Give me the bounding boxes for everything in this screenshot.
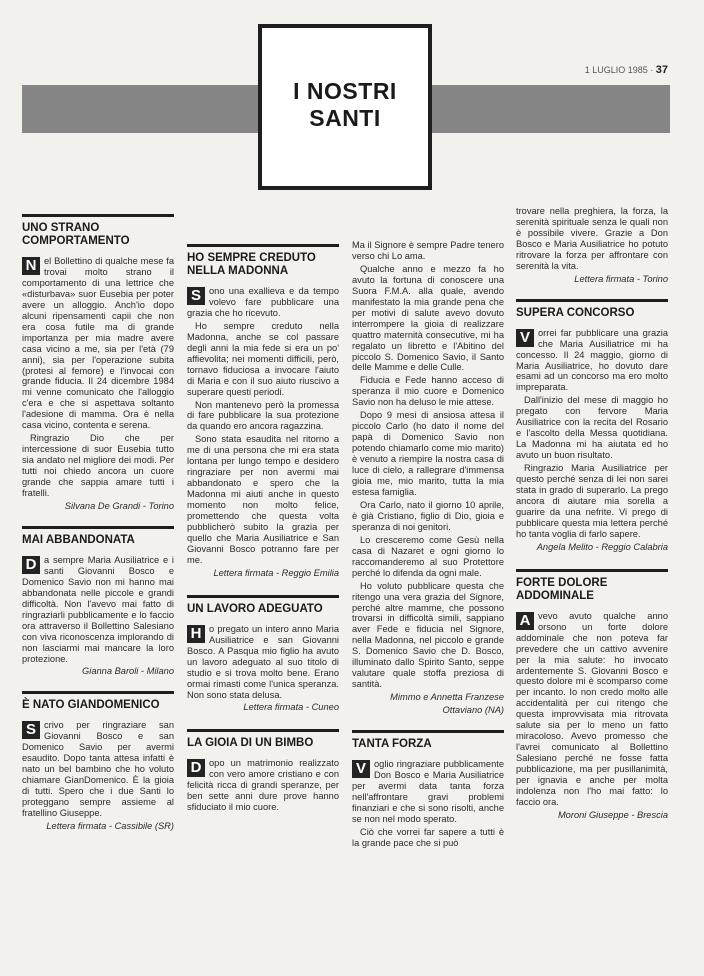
article-signature: Mimmo e Annetta Franzese: [390, 692, 504, 703]
article-paragraph: Qualche anno e mezzo fa ho avuto la fortuna di conoscere una Suora F.M.A. alla quale, avendo manifestato la mia grande pena che per motivi di salute avevo dovuto interrompere la gioia di realizzare quattro maternità consecutive, mi ha regalato un libretto e l'Abitino del piccolo S. Domenico Savio, il Santo delle Mamme e delle Culle.: [352, 263, 504, 373]
article-paragraph: Sono stata esaudita nel ritorno a me di una persona che mi era stata lontana per lungo tempo e desidero ringraziare per non avermi mai abbandonato e spero che la Madonna mi aiuti anche in questo momento non molto felice, promettendo che questa volta pubblicherò subito la grazia per quello che Maria Ausiliatrice e San Giovanni Bosco potranno fare per me.: [187, 434, 339, 565]
article-signature: Angela Melito - Reggio Calabria: [536, 541, 668, 552]
article-paragraph: oglio ringraziare pubblicamente Don Bosco e Maria Ausiliatrice per avermi data tanta forza nell'affrontare gravi problemi finanziari e che si sono risolti, anche se non nel modo sperato.: [352, 759, 504, 824]
article-title: UNO STRANO COMPORTAMENTO: [22, 222, 130, 247]
article-paragraph: crivo per ringraziare san Giovanni Bosco e san Domenico Savio per avermi esaudito. Dopo tanta attesa infatti è nato un bel bambino che ho voluto chiamare GianDomenico. È la gioia di tutti. Spero che i due Santi lo proteggano sempre assieme al fratellino Giuseppe.: [22, 720, 174, 819]
article-paragraph: o pregato un intero anno Maria Ausiliatrice e san Giovanni Bosco. A Pasqua mio figlio ha avuto un lavoro adeguato al suo titolo di studio e si trova molto bene. Erano ormai rimasti come l'unica speranza. Non sono stata delusa.: [187, 623, 339, 700]
article-paragraph: Dopo 9 mesi di ansiosa attesa il piccolo Carlo (ho dato il nome del papà di Domenico Savio non potendo chiamarlo come mio marito) è venuto a riempire la nostra casa di luce di cielo, a rallegrare d'immensa gioia me, mio marito, tutta la mia estesa famiglia.: [352, 410, 504, 497]
section-title-box: [258, 24, 432, 190]
article-signature: Moroni Giuseppe - Brescia: [557, 809, 668, 820]
article-signature-place: Ottaviano (NA): [442, 705, 504, 716]
article-paragraph: Fiducia e Fede hanno acceso di speranza il mio cuore e Domenico Savio non ha deluso le mie attese.: [352, 375, 504, 408]
article-paragraph: Lo cresceremo come Gesù nella casa di Nazaret e ogni giorno lo raccomanderemo al suo Protettore perché lo difenda da ogni male.: [352, 534, 504, 578]
drop-cap: V: [352, 760, 370, 778]
article-signature: Gianna Baroli - Milano: [82, 666, 174, 677]
column-3: [352, 240, 504, 859]
article-rule: [352, 730, 504, 733]
article-tanta-forza-continuation: [516, 206, 668, 285]
article-rule: [22, 691, 174, 694]
article-paragraph: Ringrazio Dio che per intercessione di suor Eusebia tutto sia andato nel migliore dei modi. Per tutti noi chiedo ancora un cuore grande che sappia amare tutti i fratelli.: [22, 433, 174, 499]
column-2: [187, 244, 339, 823]
article-rule: [187, 729, 339, 732]
article-signature: Lettera firmata - Cassibile (SR): [46, 820, 174, 831]
article-supera-concorso: [516, 299, 668, 553]
drop-cap: A: [516, 612, 534, 630]
article-rule: [187, 244, 339, 247]
article-title: È NATO GIANDOMENICO: [22, 699, 160, 712]
page-header: [585, 64, 668, 76]
article-title: UN LAVORO ADEGUATO: [187, 602, 323, 615]
article-paragraph: a sempre Maria Ausiliatrice e i santi Giovanni Bosco e Domenico Savio non mi hanno mai abbandonata nelle piccole e grandi difficoltà. Non l'avevo mai fatto di ringraziarli pubblicamente e lo faccio ora attraverso il Bollettino Salesiano con viva riconoscenza implorando di non lasciarmi mai mancare la loro protezione.: [22, 554, 174, 664]
article-paragraph: trovare nella preghiera, la forza, la serenità spirituale senza le quali non è possibile vivere. Grazie a Don Bosco e Maria Ausiliatrice ho potuto ritrovare la forza per affrontare con serenità la vita.: [516, 206, 668, 271]
article-paragraph: Ora Carlo, nato il giorno 10 aprile, è già Cristiano, figlio di Dio, gioia e speranza di noi genitori.: [352, 499, 504, 532]
article-paragraph: vevo avuto qualche anno orsono un forte dolore addominale che non poteva far prevedere che un cattivo avvenire per la mia salute: ho invocato ardentemente S. Giovanni Bosco e questo dolore mi è scomparso come per incanto. Io non credo molto alle accidentalità per cui ritengo che questa improvvisata mia ritrovata salute sia per lo meno un fatto miracoloso. Avevo promesso che l'avrei comunicato al Bollettino Salesiano perché ne fosse fatta pubblicazione, ma per pusillanimità, per ignavia e anche per molta indolenza non l'ho mai fatto: lo faccio ora.: [516, 610, 668, 807]
drop-cap: V: [516, 329, 534, 347]
article-title: LA GIOIA DI UN BIMBO: [187, 737, 314, 750]
article-uno-strano: [22, 214, 174, 512]
column-1: [22, 214, 174, 842]
article-paragraph: el Bollettino di qualche mese fa trovai molto strano il comportamento di una lettrice che «disturbava» suor Eusebia per poter avere un alloggio. Anch'io dopo alcuni ripensamenti capii che non era cosa futile ma di grande importanza per mia madre avere casa vicino a me, sia per l'età (79 anni), sia per l'operazione subita (protesi al femore) e l'invocai con grande fiducia. Il 24 dicembre 1984 mi venne comunicato che l'alloggio c'era e che si aspettava soltanto l'adesione di mamma. Ora è nella casa vicino, contenta e serena.: [22, 256, 174, 431]
article-title: FORTE DOLORE ADDOMINALE: [516, 576, 608, 602]
page-number: 37: [655, 64, 668, 76]
article-tanta-forza: [352, 730, 504, 849]
article-paragraph: Dall'inizio del mese di maggio ho pregato con fervore Maria Ausiliatrice con la recita del Rosario e l'ascolto della Messa quotidiana. La Madonna mi ha aiutata ed ho avuto un buon risultato.: [516, 395, 668, 461]
article-title: TANTA FORZA: [352, 738, 432, 751]
drop-cap: S: [22, 721, 40, 739]
article-paragraph: Ciò che vorrei far sapere a tutti è la grande pace che si può: [352, 826, 504, 848]
drop-cap: N: [22, 257, 40, 275]
article-un-lavoro-adeguato: [187, 595, 339, 714]
article-title: MAI ABBANDONATA: [22, 533, 135, 546]
article-paragraph: Ma il Signore è sempre Padre tenero verso chi Lo ama.: [352, 240, 504, 261]
article-paragraph: Ho voluto pubblicare questa che ritengo una vera grazia del Signore, perché altre mamme, che possono trovarsi in difficoltà simili, sappiano aver Fede e fiducia nel Signore, nella Madonna, nel piccolo e grande S. Domenico Savio che D. Bosco, illuminato dallo Spirito Santo, seppe valutare quale stoffa preziosa di santità.: [352, 580, 504, 690]
article-paragraph: ono una exallieva e da tempo volevo fare pubblicare una grazia che ho ricevuto.: [187, 286, 339, 318]
article-paragraph: Ringrazio Maria Ausiliatrice per questo perché senza di lei non sarei stata in grado di superarlo. La prego ancora di aiutare mia sorella a guarire da una nefrite. Vi prego di pubblicare questa mia lettera perché ho tanta voglia di farlo sapere.: [516, 463, 668, 539]
article-signature: Silvana De Grandi - Torino: [64, 500, 174, 511]
article-rule: [22, 526, 174, 529]
article-rule: [516, 299, 668, 302]
article-title: SUPERA CONCORSO: [516, 306, 635, 319]
article-ho-sempre-creduto: [187, 244, 339, 579]
drop-cap: H: [187, 625, 205, 643]
article-signature: Lettera firmata - Cuneo: [243, 702, 339, 713]
column-4: [516, 206, 668, 831]
article-rule: [516, 569, 668, 572]
article-paragraph: opo un matrimonio realizzato con vero amore cristiano e con felicità ricca di grandi speranze, per ben sette anni dure prove hanno sfiduciato il mio cuore.: [187, 758, 339, 813]
article-signature: Lettera firmata - Reggio Emilia: [213, 567, 339, 578]
article-signature: Lettera firmata - Torino: [574, 273, 668, 284]
drop-cap: S: [187, 287, 205, 305]
drop-cap: D: [187, 759, 205, 777]
article-forte-dolore: [516, 569, 668, 821]
issue-date: 1 LUGLIO 1985 ·: [584, 65, 654, 75]
article-title: HO SEMPRE CREDUTO NELLA MADONNA: [187, 252, 316, 277]
article-nato-giandomenico: [22, 691, 174, 832]
article-mai-abbandonata: [22, 526, 174, 677]
article-paragraph: Ho sempre creduto nella Madonna, anche se col passare degli anni la mia fede si era un po' affievolita; nei momenti difficili, però, tornavo fiduciosa a invocare l'aiuto di Maria e con il suo aiuto riuscivo a superare questi periodi.: [187, 320, 339, 397]
article-la-gioia-di-un-bimbo: [187, 729, 339, 813]
drop-cap: D: [22, 556, 40, 574]
article-paragraph: orrei far pubblicare una grazia che Maria Ausiliatrice mi ha concesso. Il 24 maggio, giorno di Maria Ausiliatrice, ho dovuto dare esami ad un concorso ma ero molto impreparata.: [516, 327, 668, 393]
section-title: I NOSTRI SANTI: [293, 78, 397, 131]
article-rule: [22, 214, 174, 217]
article-rule: [187, 595, 339, 598]
article-gioia-continuation: [352, 240, 504, 716]
article-paragraph: Non mantenevo però la promessa di fare pubblicare la sua protezione da quando ero ancora ragazzina.: [187, 399, 339, 432]
